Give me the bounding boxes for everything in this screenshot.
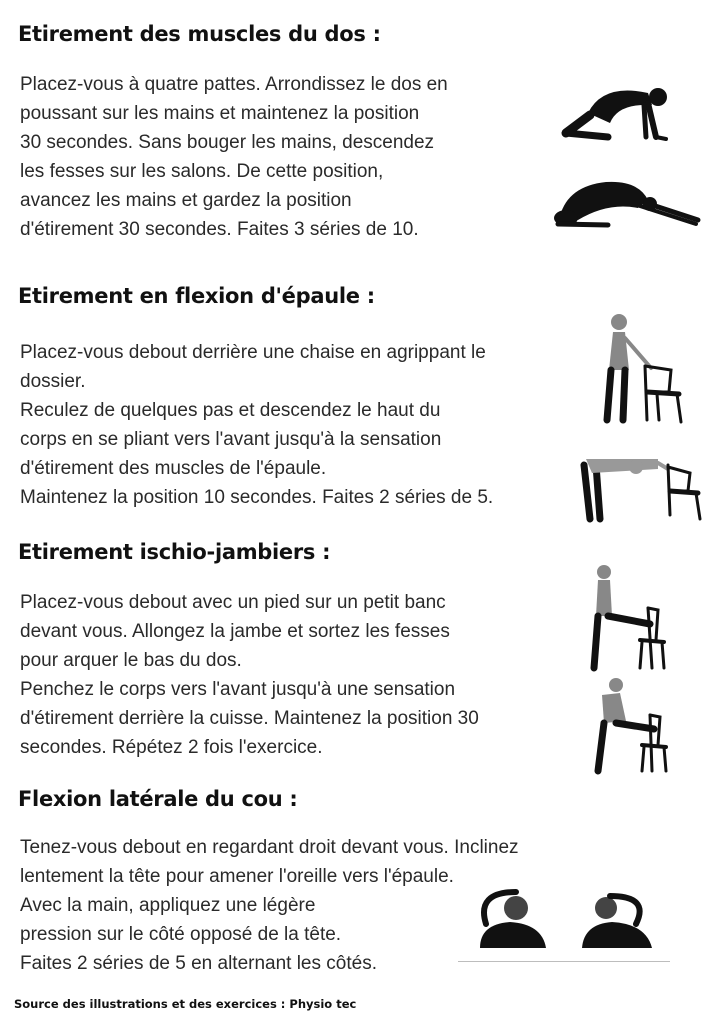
- text-line: Maintenez la position 10 secondes. Faites 2 séries de 5.: [20, 487, 494, 508]
- text-line: pour arquer le bas du dos.: [20, 650, 242, 671]
- text-line: Reculez de quelques pas et descendez le haut du: [20, 400, 441, 421]
- illustration-cat-pose: [548, 75, 698, 150]
- text-line: Avec la main, appliquez une légère: [20, 895, 316, 916]
- text-line: corps en se pliant vers l'avant jusqu'à la sensation: [20, 429, 442, 450]
- text-line: Placez-vous debout derrière une chaise en agrippant le: [20, 342, 486, 363]
- text-line: Tenez-vous debout en regardant droit devant vous. Inclinez: [20, 837, 519, 858]
- text-line: d'étirement derrière la cuisse. Maintenez la position 30: [20, 708, 479, 729]
- section-text-neck-flexion: [20, 833, 519, 978]
- source-footer: Source des illustrations et des exercices : Physio tec: [14, 997, 357, 1011]
- text-line: d'étirement 30 secondes. Faites 3 séries de 10.: [20, 219, 419, 240]
- illustration-neck-side: [572, 884, 672, 948]
- illustration-hamstring-upright: [580, 560, 675, 672]
- illustration-chair-standing: [585, 308, 695, 428]
- text-line: Penchez le corps vers l'avant jusqu'à une sensation: [20, 679, 456, 700]
- section-title-back-stretch: Etirement des muscles du dos :: [18, 22, 381, 46]
- illustration-hamstring-bent: [586, 675, 676, 775]
- illustration-child-pose: [548, 168, 708, 233]
- section-text-hamstring-stretch: [20, 588, 479, 762]
- text-line: poussant sur les mains et maintenez la position: [20, 103, 420, 124]
- section-title-shoulder-stretch: Etirement en flexion d'épaule :: [18, 284, 375, 308]
- section-text-back-stretch: [20, 70, 448, 244]
- section-text-shoulder-stretch: [20, 338, 493, 512]
- text-line: d'étirement des muscles de l'épaule.: [20, 458, 327, 479]
- text-line: Placez-vous à quatre pattes. Arrondissez le dos en: [20, 74, 448, 95]
- illustration-neck-front: [462, 884, 567, 948]
- text-line: Faites 2 séries de 5 en alternant les côtés.: [20, 953, 377, 974]
- section-title-hamstring-stretch: Etirement ischio-jambiers :: [18, 540, 331, 564]
- text-line: dossier.: [20, 371, 86, 392]
- text-line: les fesses sur les salons. De cette position,: [20, 161, 384, 182]
- text-line: 30 secondes. Sans bouger les mains, descendez: [20, 132, 435, 153]
- text-line: pression sur le côté opposé de la tête.: [20, 924, 342, 945]
- text-line: secondes. Répétez 2 fois l'exercice.: [20, 737, 323, 758]
- text-line: avancez les mains et gardez la position: [20, 190, 352, 211]
- illustration-chair-bent: [572, 445, 707, 525]
- text-line: devant vous. Allongez la jambe et sortez les fesses: [20, 621, 450, 642]
- text-line: lentement la tête pour amener l'oreille vers l'épaule.: [20, 866, 454, 887]
- divider: [458, 961, 670, 962]
- section-title-neck-flexion: Flexion latérale du cou :: [18, 787, 298, 811]
- text-line: Placez-vous debout avec un pied sur un petit banc: [20, 592, 446, 613]
